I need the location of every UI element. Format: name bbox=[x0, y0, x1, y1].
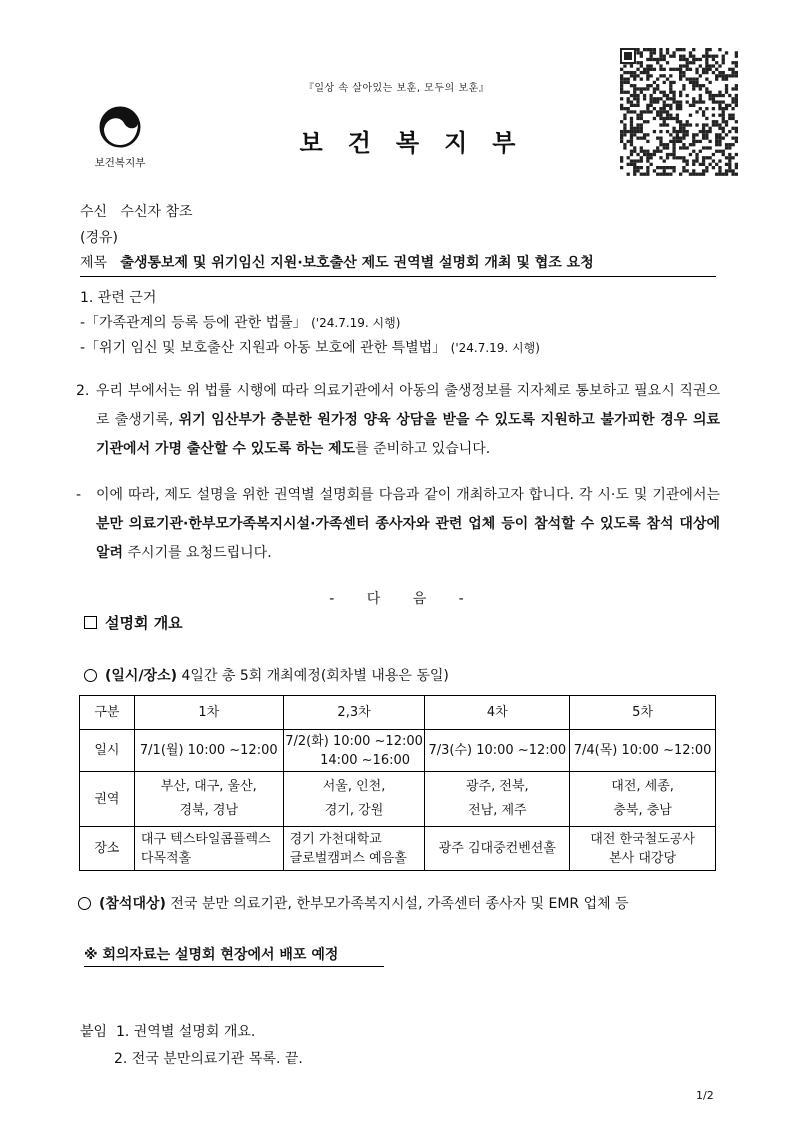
cell-line: 7/1(월) 10:00 ~12:00 bbox=[139, 743, 278, 758]
overview-title-text: 설명회 개요 bbox=[105, 614, 183, 632]
materials-note: ※ 회의자료는 설명회 현장에서 배포 예정 bbox=[84, 944, 384, 967]
law-item-2 bbox=[80, 337, 540, 357]
attachment-text-1: 1. 권역별 설명회 개요. bbox=[115, 1024, 256, 1040]
cell-line: 다목적홀 bbox=[140, 850, 192, 866]
request-paragraph bbox=[76, 481, 720, 568]
ministry-title: 보건복지부 bbox=[299, 129, 541, 157]
subject-divider bbox=[80, 276, 716, 277]
overview-title bbox=[84, 612, 183, 633]
attachment-item-2: 2. 전국 분만의료기관 목록. 끝. bbox=[114, 1051, 303, 1067]
schedule-table bbox=[79, 695, 716, 871]
circle-bullet-icon bbox=[84, 669, 97, 682]
table-cell bbox=[134, 730, 283, 772]
qr-code-icon bbox=[620, 48, 738, 176]
request-text-bold: 분만 의료기관·한부모가족복지시설·가족센터 종사자와 관련 업체 등이 참석할 수 있도록 참석 대상에 알려 bbox=[96, 516, 720, 561]
table-cell bbox=[283, 827, 425, 871]
qr-code bbox=[620, 48, 738, 176]
request-text-c: 주시기를 요청드립니다. bbox=[127, 545, 272, 561]
row-label: 권역 bbox=[80, 772, 135, 827]
section2-paragraph bbox=[76, 377, 720, 464]
cell-line: 부산, 대구, 울산, bbox=[160, 779, 257, 794]
table-cell bbox=[425, 827, 570, 871]
section2-text-a: 우리 부에서는 위 법률 시행에 따라 의료기관에서 아동의 출생정보를 지자체로 통보하고 필요시 직권으로 출생기록, bbox=[96, 383, 720, 428]
cell-line: 대전, 세종, bbox=[611, 779, 674, 794]
cell-line: 본사 대강당 bbox=[609, 850, 677, 866]
law-item-1 bbox=[80, 312, 400, 332]
cell-line: 전남, 제주 bbox=[468, 803, 527, 818]
cell-line: 7/2(화) 10:00 ~12:00 bbox=[285, 733, 423, 749]
table-row bbox=[80, 772, 716, 827]
cell-line: 대전 한국철도공사 bbox=[590, 831, 695, 847]
table-header-cell: 5차 bbox=[570, 696, 716, 730]
section2-number: 2. bbox=[76, 383, 90, 399]
table-cell bbox=[283, 730, 425, 772]
table-cell bbox=[570, 772, 716, 827]
cell-line: 경기 가천대학교 bbox=[289, 831, 382, 847]
logo-caption: 보건복지부 bbox=[94, 157, 146, 169]
section1-heading: 1. 관련 근거 bbox=[80, 290, 157, 306]
cell-line: 대구 텍스타일콤플렉스 bbox=[140, 831, 271, 847]
cell-line: 7/4(목) 10:00 ~12:00 bbox=[573, 743, 712, 758]
section2-text-bold: 위기 임산부가 충분한 원가정 양육 상담을 받을 수 있도록 지원하고 불가피한 경우 의료기관에서 가명 출산할 수 있도록 하는 제도 bbox=[96, 412, 720, 457]
row-label: 일시 bbox=[80, 730, 135, 772]
attendees-label: (참석대상) bbox=[99, 896, 166, 912]
attachment-label: 붙임 bbox=[80, 1024, 108, 1040]
cell-line: 7/3(수) 10:00 ~12:00 bbox=[428, 743, 567, 758]
table-header-cell: 2,3차 bbox=[283, 696, 425, 730]
cell-line: 충북, 충남 bbox=[613, 803, 672, 818]
subject-value: 출생통보제 및 위기임신 지원·보호출산 제도 권역별 설명회 개최 및 협조 요청 bbox=[120, 255, 594, 271]
cell-line: 경기, 강원 bbox=[324, 803, 384, 818]
cell-line: 14:00 ~16:00 bbox=[320, 752, 411, 768]
attendees-text: 전국 분만 의료기관, 한부모가족복지시설, 가족센터 종사자 및 EMR 업체 등 bbox=[170, 896, 629, 912]
law2-title: -「위기 임신 및 보호출산 지원과 아동 보호에 관한 특별법」 bbox=[80, 340, 447, 356]
table-cell bbox=[425, 772, 570, 827]
table-header-cell: 1차 bbox=[134, 696, 283, 730]
law1-date: ('24.7.19. 시행) bbox=[311, 316, 401, 330]
taegeuk-logo-icon bbox=[98, 105, 142, 149]
ministry-logo bbox=[90, 105, 150, 175]
attachment-item-1 bbox=[80, 1021, 255, 1041]
table-header-cell: 4차 bbox=[425, 696, 570, 730]
law1-title: -「가족관계의 등록 등에 관한 법률」 bbox=[80, 315, 307, 331]
table-header-row bbox=[80, 696, 716, 730]
subject-label: 제목 bbox=[80, 255, 108, 271]
table-cell bbox=[570, 730, 716, 772]
table-cell bbox=[134, 827, 283, 871]
cell-line: 글로벌캠퍼스 예음홀 bbox=[289, 850, 407, 866]
page-number: 1/2 bbox=[696, 1089, 714, 1102]
section2-text-c: 를 준비하고 있습니다. bbox=[355, 441, 491, 457]
slogan: 『일상 속 살아있는 보훈, 모두의 보훈』 bbox=[303, 83, 490, 94]
table-cell bbox=[283, 772, 425, 827]
cell-line: 광주, 전북, bbox=[466, 779, 529, 794]
recipient-row bbox=[80, 201, 193, 221]
recipient-label: 수신 bbox=[80, 204, 108, 220]
table-row bbox=[80, 827, 716, 871]
attendees-line bbox=[78, 893, 629, 913]
square-bullet-icon bbox=[84, 616, 97, 629]
subject-row bbox=[80, 252, 594, 272]
schedule-line bbox=[84, 665, 449, 685]
cell-line: 서울, 인천, bbox=[322, 779, 386, 794]
via-row: (경유) bbox=[80, 230, 118, 246]
table-cell bbox=[570, 827, 716, 871]
circle-bullet-icon bbox=[78, 897, 91, 910]
request-dash: - bbox=[76, 487, 82, 503]
cell-line: 경북, 경남 bbox=[179, 803, 239, 818]
cell-line: 광주 김대중컨벤션홀 bbox=[438, 841, 556, 856]
law2-date: ('24.7.19. 시행) bbox=[450, 341, 540, 355]
table-row bbox=[80, 730, 716, 772]
row-label: 장소 bbox=[80, 827, 135, 871]
schedule-text: 4일간 총 5회 개최예정(회차별 내용은 동일) bbox=[181, 668, 449, 684]
request-text-a: 이에 따라, 제도 설명을 위한 권역별 설명회를 다음과 같이 개최하고자 합니다. 각 시·도 및 기관에서는 bbox=[96, 487, 720, 503]
table-cell bbox=[134, 772, 283, 827]
schedule-label: (일시/장소) bbox=[105, 668, 178, 684]
table-header-cell: 구분 bbox=[80, 696, 135, 730]
table-cell bbox=[425, 730, 570, 772]
recipient-value: 수신자 참조 bbox=[120, 204, 193, 220]
divider-heading: - 다 음 - bbox=[329, 591, 464, 607]
